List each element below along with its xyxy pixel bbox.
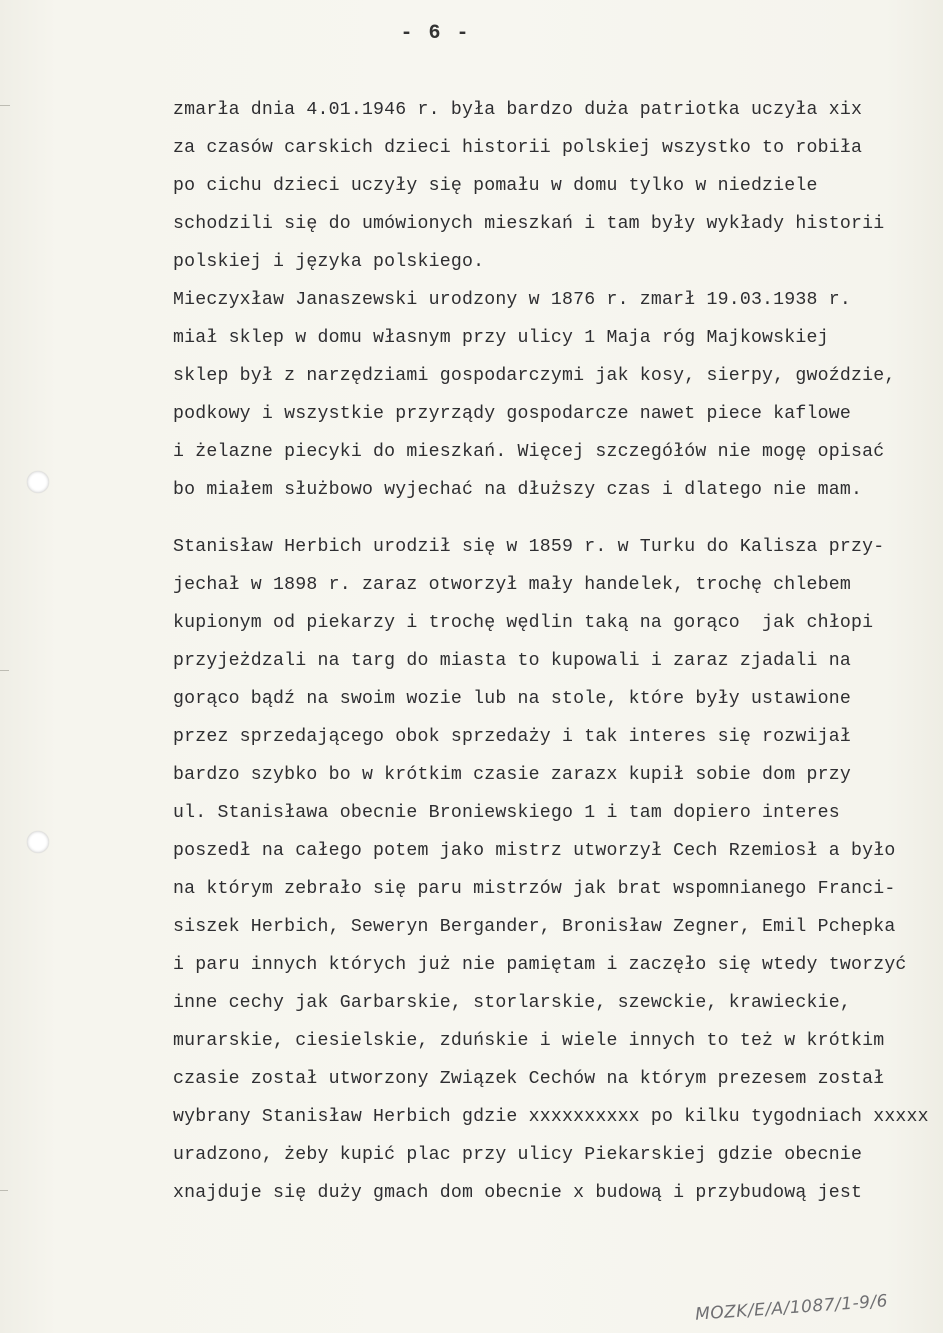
text-line: po cichu dzieci uczyły się pomału w domu tylko w niedziele xyxy=(173,176,818,196)
punch-hole-top xyxy=(27,471,49,493)
text-line: miał sklep w domu własnym przy ulicy 1 Maja róg Majkowskiej xyxy=(173,328,829,348)
text-line: za czasów carskich dzieci historii polskiej wszystko to robiła xyxy=(173,138,863,158)
text-line: ul. Stanisława obecnie Broniewskiego 1 i tam dopiero interes xyxy=(173,803,840,823)
page-number: - 6 - xyxy=(400,22,471,45)
margin-tick xyxy=(0,105,10,106)
text-line: siszek Herbich, Seweryn Bergander, Bronisław Zegner, Emil Pchepka xyxy=(173,917,896,937)
text-line: na którym zebrało się paru mistrzów jak brat wspomnianego Franci- xyxy=(173,879,896,899)
text-line: schodzili się do umówionych mieszkań i tam były wykłady historii xyxy=(173,214,885,234)
punch-hole-bottom xyxy=(27,831,49,853)
text-line: Mieczyxław Janaszewski urodzony w 1876 r. zmarł 19.03.1938 r. xyxy=(173,290,851,310)
text-line: jechał w 1898 r. zaraz otworzył mały handelek, trochę chlebem xyxy=(173,575,851,595)
text-line: kupionym od piekarzy i trochę wędlin taką na gorąco jak chłopi xyxy=(173,613,874,633)
text-line: gorąco bądź na swoim wozie lub na stole, które były ustawione xyxy=(173,689,851,709)
text-line: wybrany Stanisław Herbich gdzie xxxxxxxxxx po kilku tygodniach xxxxx xyxy=(173,1107,929,1127)
text-line: czasie został utworzony Związek Cechów na którym prezesem został xyxy=(173,1069,885,1089)
text-line: bardzo szybko bo w krótkim czasie zarazx kupił sobie dom przy xyxy=(173,765,851,785)
text-line: polskiej i języka polskiego. xyxy=(173,252,485,272)
margin-tick xyxy=(0,1190,8,1191)
text-line: przez sprzedającego obok sprzedaży i tak interes się rozwijał xyxy=(173,727,851,747)
text-line: zmarła dnia 4.01.1946 r. była bardzo duża patriotka uczyła xix xyxy=(173,100,863,120)
text-line: sklep był z narzędziami gospodarczymi jak kosy, sierpy, gwoździe, xyxy=(173,366,896,386)
text-line: bo miałem służbowo wyjechać na dłuższy czas i dlatego nie mam. xyxy=(173,480,863,500)
text-line: przyjeżdzali na targ do miasta to kupowali i zaraz zjadali na xyxy=(173,651,851,671)
margin-tick xyxy=(0,670,9,671)
text-line: i żelazne piecyki do mieszkań. Więcej szczegółów nie mogę opisać xyxy=(173,442,885,462)
text-line: podkowy i wszystkie przyrządy gospodarcze nawet piece kaflowe xyxy=(173,404,851,424)
text-line: inne cechy jak Garbarskie, storlarskie, szewckie, krawieckie, xyxy=(173,993,851,1013)
text-line: Stanisław Herbich urodził się w 1859 r. w Turku do Kalisza przy- xyxy=(173,537,885,557)
text-line: i paru innych których już nie pamiętam i zaczęło się wtedy tworzyć xyxy=(173,955,907,975)
text-line: poszedł na całego potem jako mistrz utworzył Cech Rzemiosł a było xyxy=(173,841,896,861)
text-line: murarskie, ciesielskie, zduńskie i wiele innych to też w krótkim xyxy=(173,1031,885,1051)
text-line: xnajduje się duży gmach dom obecnie x budową i przybudową jest xyxy=(173,1183,863,1203)
text-line: uradzono, żeby kupić plac przy ulicy Piekarskiej gdzie obecnie xyxy=(173,1145,863,1165)
archive-reference: MOZK/E/A/1087/1-9/6 xyxy=(694,1291,889,1325)
